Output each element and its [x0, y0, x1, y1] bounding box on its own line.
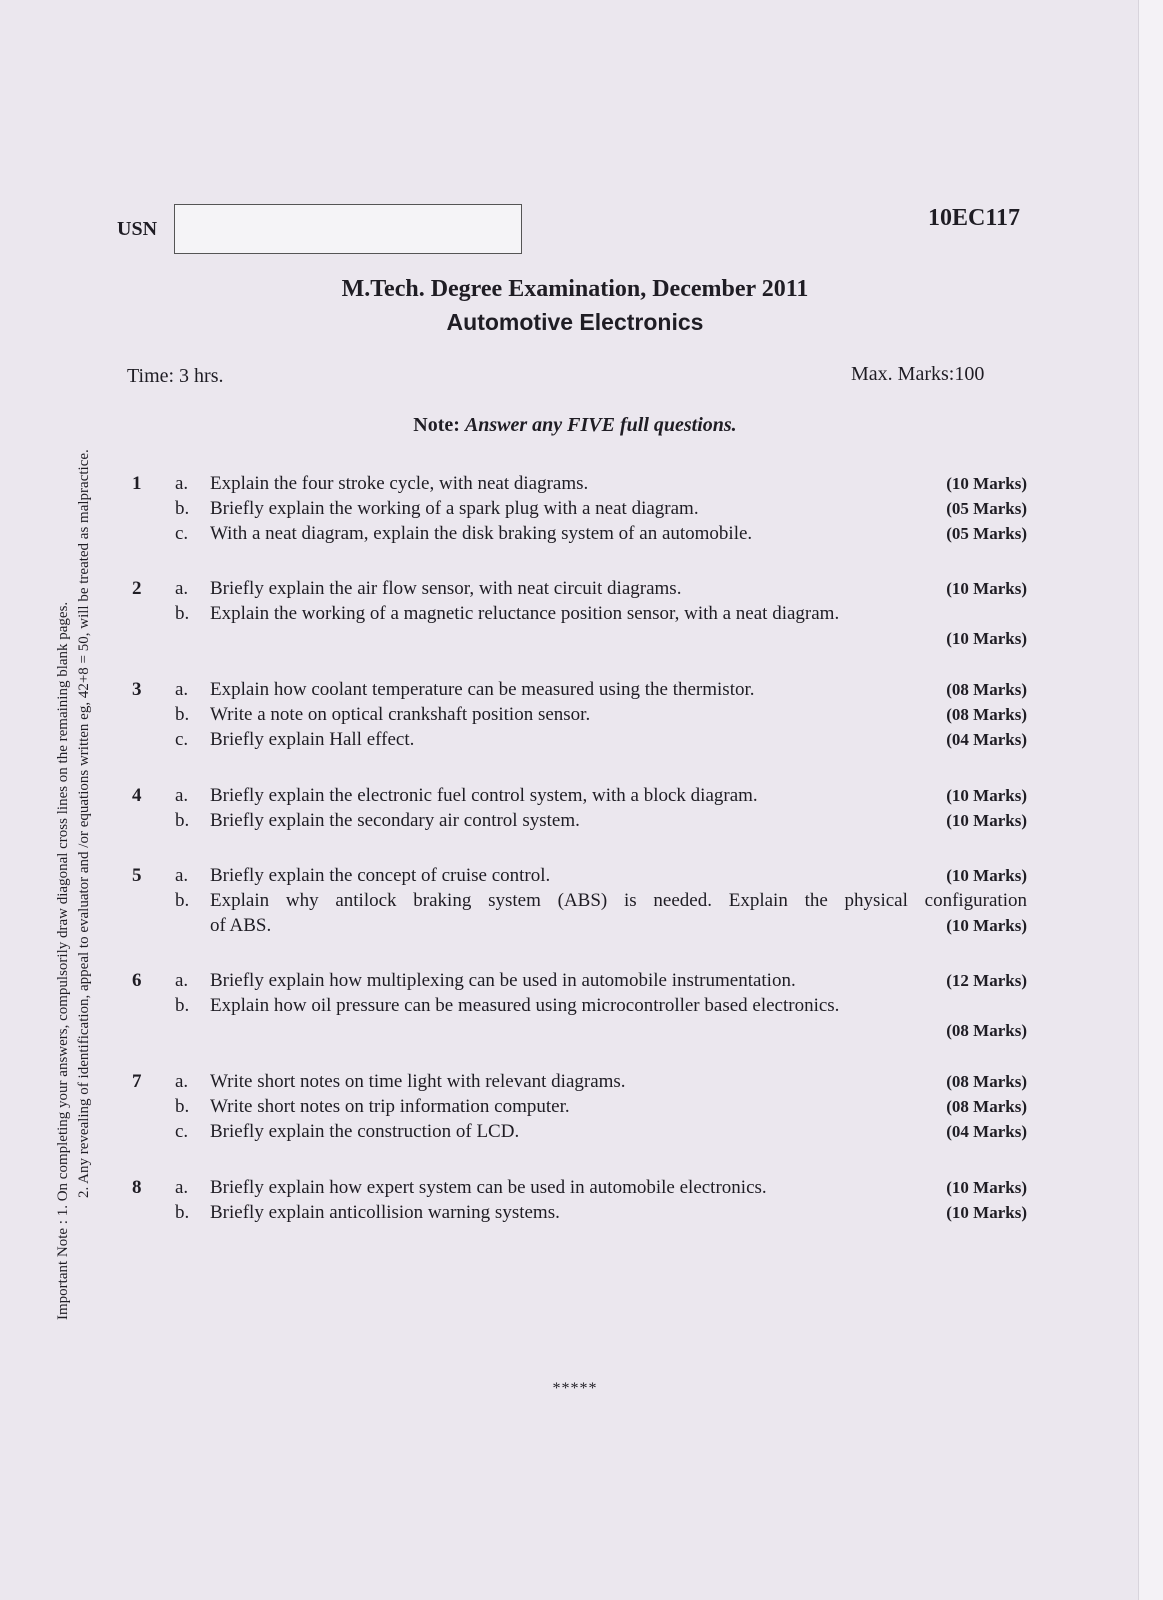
part-text: Write short notes on time light with relevant diagrams.	[210, 1071, 626, 1092]
part-letter: a.	[175, 865, 189, 886]
question-part	[132, 496, 1027, 521]
part-text-continued: of ABS.	[210, 915, 272, 936]
part-marks: (08 Marks)	[946, 705, 1027, 724]
question-number: 3	[132, 679, 142, 700]
usn-label: USN	[117, 218, 158, 240]
question-part	[132, 576, 1027, 601]
part-text: With a neat diagram, explain the disk braking system of an automobile.	[210, 523, 753, 544]
question-part	[132, 1094, 1027, 1119]
part-text: Briefly explain the working of a spark plug with a neat diagram.	[210, 498, 699, 519]
part-marks: (10 Marks)	[946, 579, 1027, 598]
question-part	[132, 888, 1027, 913]
question-part	[132, 863, 1027, 888]
part-letter: a.	[175, 970, 189, 991]
question-part	[132, 677, 1027, 702]
part-letter: c.	[175, 729, 189, 750]
part-letter: a.	[175, 473, 189, 494]
part-text: Explain the four stroke cycle, with neat diagrams.	[210, 473, 589, 494]
part-marks: (10 Marks)	[946, 1203, 1027, 1222]
question-part	[132, 1119, 1027, 1144]
part-letter: a.	[175, 785, 189, 806]
page-edge	[1138, 0, 1163, 1600]
question-number: 8	[132, 1177, 142, 1198]
marks-row	[132, 1018, 1027, 1040]
part-marks: (08 Marks)	[946, 1021, 1027, 1040]
paper-code: 10EC117	[928, 205, 1021, 231]
part-text: Briefly explain Hall effect.	[210, 729, 415, 750]
question-part	[132, 1069, 1027, 1094]
part-text: Briefly explain how expert system can be used in automobile electronics.	[210, 1177, 767, 1198]
part-text: Briefly explain anticollision warning systems.	[210, 1202, 560, 1223]
question-6	[132, 968, 1027, 1040]
part-text: Write short notes on trip information computer.	[210, 1096, 570, 1117]
part-marks: (08 Marks)	[946, 1072, 1027, 1091]
question-number: 4	[132, 785, 142, 806]
question-1	[132, 471, 1027, 546]
part-letter: b.	[175, 603, 190, 624]
side-note-line-2: 2. Any revealing of identification, appeal to evaluator and /or equations written eg, 42+8 = 50, will be treated as malpractice.	[76, 449, 92, 1198]
question-5	[132, 863, 1027, 938]
question-part-continued	[132, 913, 1027, 938]
question-4	[132, 783, 1027, 833]
marks-row	[132, 626, 1027, 648]
part-marks: (05 Marks)	[946, 499, 1027, 518]
question-2	[132, 576, 1027, 648]
part-letter: b.	[175, 890, 190, 911]
question-part	[132, 1200, 1027, 1225]
part-letter: b.	[175, 810, 190, 831]
part-marks: (10 Marks)	[946, 866, 1027, 885]
part-text: Briefly explain the electronic fuel control system, with a block diagram.	[210, 785, 758, 806]
part-marks: (10 Marks)	[946, 629, 1027, 648]
part-marks: (08 Marks)	[946, 1097, 1027, 1116]
note-text: Answer any FIVE full questions.	[464, 414, 737, 436]
question-part	[132, 1175, 1027, 1200]
part-letter: c.	[175, 523, 189, 544]
part-marks: (08 Marks)	[946, 680, 1027, 699]
question-number: 2	[132, 578, 142, 599]
question-part	[132, 993, 1027, 1018]
note-label: Note:	[413, 414, 460, 436]
question-number: 7	[132, 1071, 142, 1092]
question-number: 6	[132, 970, 142, 991]
part-letter: b.	[175, 704, 190, 725]
question-part	[132, 702, 1027, 727]
question-part	[132, 521, 1027, 546]
part-text: Explain why antilock braking system (ABS) is needed. Explain the physical configuration	[210, 890, 1027, 911]
question-3	[132, 677, 1027, 752]
part-marks: (12 Marks)	[946, 971, 1027, 990]
part-marks: (10 Marks)	[946, 811, 1027, 830]
part-text: Briefly explain the air flow sensor, with neat circuit diagrams.	[210, 578, 682, 599]
question-8	[132, 1175, 1027, 1225]
part-text: Explain how coolant temperature can be measured using the thermistor.	[210, 679, 755, 700]
part-letter: a.	[175, 679, 189, 700]
part-marks: (10 Marks)	[946, 1178, 1027, 1197]
part-letter: b.	[175, 995, 190, 1016]
part-letter: a.	[175, 1177, 189, 1198]
part-text: Write a note on optical crankshaft position sensor.	[210, 704, 591, 725]
part-marks: (10 Marks)	[946, 474, 1027, 493]
part-letter: b.	[175, 498, 190, 519]
part-text: Briefly explain the construction of LCD.	[210, 1121, 520, 1142]
question-part	[132, 601, 1027, 626]
question-part	[132, 968, 1027, 993]
usn-field	[174, 204, 522, 254]
question-part	[132, 471, 1027, 496]
part-text: Briefly explain the secondary air control system.	[210, 810, 580, 831]
question-number: 5	[132, 865, 142, 886]
end-marker: *****	[552, 1380, 598, 1397]
part-letter: a.	[175, 578, 189, 599]
part-marks: (10 Marks)	[946, 786, 1027, 805]
part-text: Briefly explain how multiplexing can be used in automobile instrumentation.	[210, 970, 796, 991]
subject-title: Automotive Electronics	[446, 309, 704, 335]
max-marks: Max. Marks:100	[851, 363, 985, 385]
part-text: Briefly explain the concept of cruise control.	[210, 865, 551, 886]
question-part	[132, 783, 1027, 808]
part-letter: a.	[175, 1071, 189, 1092]
part-marks: (10 Marks)	[946, 916, 1027, 935]
part-marks: (04 Marks)	[946, 730, 1027, 749]
question-7	[132, 1069, 1027, 1144]
part-text: Explain the working of a magnetic reluctance position sensor, with a neat diagram.	[210, 603, 840, 624]
part-marks: (05 Marks)	[946, 524, 1027, 543]
part-marks: (04 Marks)	[946, 1122, 1027, 1141]
side-note-line-1: Important Note : 1. On completing your answers, compulsorily draw diagonal cross lines on the remaining blank pages.	[55, 601, 71, 1320]
exam-title: M.Tech. Degree Examination, December 2011	[341, 276, 809, 302]
instruction-note	[0, 414, 1150, 437]
question-number: 1	[132, 473, 142, 494]
part-letter: b.	[175, 1202, 190, 1223]
time-allowed: Time: 3 hrs.	[127, 365, 224, 387]
question-part	[132, 808, 1027, 833]
side-important-note	[53, 340, 97, 1320]
part-letter: c.	[175, 1121, 189, 1142]
question-part	[132, 727, 1027, 752]
part-text: Explain how oil pressure can be measured using microcontroller based electronics.	[210, 995, 840, 1016]
part-letter: b.	[175, 1096, 190, 1117]
